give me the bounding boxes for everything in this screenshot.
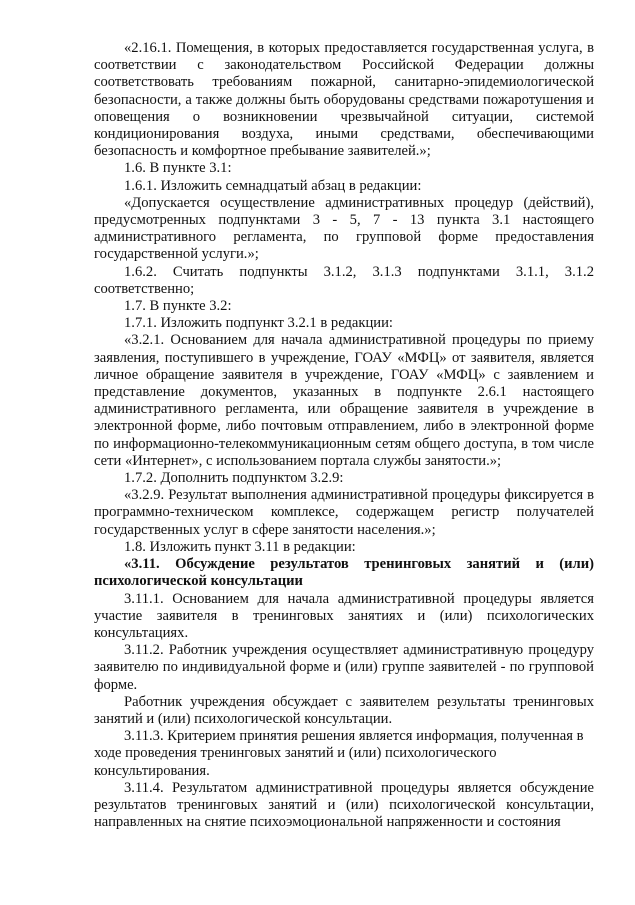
paragraph-3-11-1: 3.11.1. Основанием для начала административной процедуры является участие заявителя в тренинговых занятиях и (или) психологических консультациях.	[94, 590, 594, 641]
section-heading-3-11: «3.11. Обсуждение результатов тренинговых занятий и (или) психологической консультации	[94, 556, 594, 590]
paragraph-1-7-2: 1.7.2. Дополнить подпунктом 3.2.9:	[124, 470, 344, 487]
paragraph-3-11-2: 3.11.2. Работник учреждения осуществляет административную процедуру заявителю по индивидуальной форме и (или) группе заявителей - по групповой форме.	[94, 642, 594, 693]
paragraph-1-8: 1.8. Изложить пункт 3.11 в редакции:	[124, 538, 356, 555]
paragraph-3-2-1: «3.2.1. Основанием для начала административной процедуры по приему заявления, поступившего в учреждение, ГОАУ «МФЦ» от заявителя, является личное обращение заявителя в учреждение, ГОАУ «МФЦ» с заявлением и представление документов, указанных в подпункте 2.6.1 настоящего административного регламента, или обращение заявителя в учреждение в электронной форме, либо почтовым отправлением, либо в электронной форме по информационно-телекоммуникационным сетям общего доступа, в том числе сети «Интернет», с использованием портала службы занятости.»;	[94, 332, 594, 469]
paragraph-3-2-9: «3.2.9. Результат выполнения административной процедуры фиксируется в программно-техническом комплексе, содержащем регистр получателей государственных услуг в сфере занятости населения.»;	[94, 487, 594, 538]
paragraph-quote-3-1: «Допускается осуществление административных процедур (действий), предусмотренных подпунктами 3 - 5, 7 - 13 пункта 3.1 настоящего административного регламента, по групповой форме предоставления государственной услуги.»;	[94, 194, 594, 263]
paragraph-1-7-1: 1.7.1. Изложить подпункт 3.2.1 в редакции:	[124, 315, 393, 332]
paragraph-1-6-2: 1.6.2. Считать подпункты 3.1.2, 3.1.3 подпунктами 3.1.1, 3.1.2 соответственно;	[94, 263, 594, 297]
paragraph-1-7: 1.7. В пункте 3.2:	[124, 298, 232, 315]
paragraph-1-6: 1.6. В пункте 3.1:	[124, 160, 232, 177]
paragraph-3-11-4: 3.11.4. Результатом административной процедуры является обсуждение результатов тренинговых занятий и (или) психологической консультации, направленных на снятие психоэмоциональной напряженности и состояния	[94, 779, 594, 831]
paragraph-1-6-1: 1.6.1. Изложить семнадцатый абзац в редакции:	[124, 177, 422, 194]
paragraph-worker-discussion: Работник учреждения обсуждает с заявителем результаты тренинговых занятий и (или) психологической консультации.	[94, 693, 594, 727]
paragraph-2-16-1: «2.16.1. Помещения, в которых предоставляется государственная услуга, в соответствии с законодательством Российской Федерации должны соответствовать требованиям пожарной, санитарно-эпидемиологической безопасности, а также должны быть оборудованы средствами пожаротушения и оповещения о возникновении чрезвычайной ситуации, системой кондиционирования воздуха, иными средствами, обеспечивающими безопасность и комфортное пребывание заявителей.»;	[94, 40, 594, 160]
paragraph-3-11-3: 3.11.3. Критерием принятия решения является информация, полученная в ходе проведения тренинговых занятий и (или) психологического консультирования.	[94, 728, 584, 779]
document-page	[94, 40, 594, 831]
